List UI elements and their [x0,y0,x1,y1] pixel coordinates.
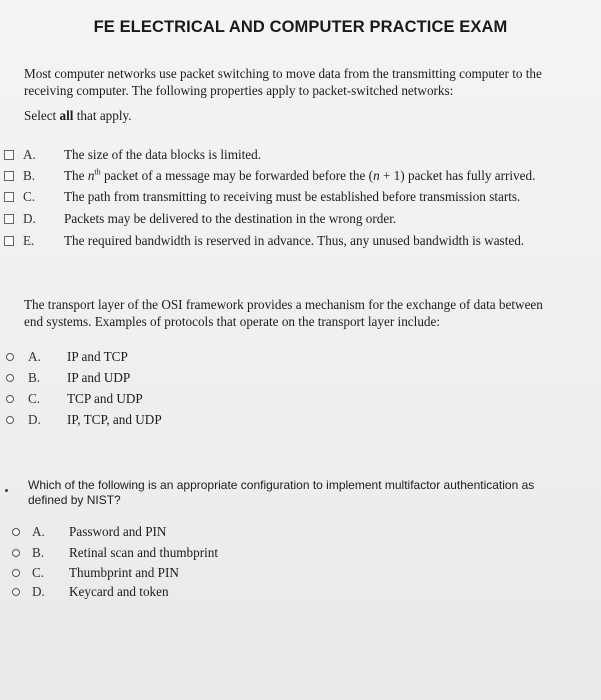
q3-option-c[interactable]: C. Thumbprint and PIN [0,563,601,583]
radio-button[interactable] [6,374,14,382]
q2-option-c[interactable]: C. TCP and UDP [0,389,601,409]
q3-option-a[interactable]: A. Password and PIN [0,522,601,542]
radio-button[interactable] [6,353,14,361]
question-3-text: Which of the following is an appropriate configuration to implement multifactor authentication as defined by NIST? [28,478,535,507]
question-1-text: Most computer networks use packet switching to move data from the transmitting computer to the receiving computer. The following properties apply to packet-switched networks: [24,66,542,98]
checkbox[interactable] [4,236,14,246]
radio-button[interactable] [6,416,14,424]
q1-option-d[interactable]: D. Packets may be delivered to the destination in the wrong order. [0,209,601,229]
option-label: The $n^{th}$ packet of a message may be forwarded before the (n + 1) packet has fully arrived. [64,167,536,183]
q3-option-b[interactable]: B. Retinal scan and thumbprint [0,543,601,563]
q1-option-b[interactable]: B. The $n^{th}$ packet of a message may be forwarded before the (n + 1) packet has fully arrived. [0,166,601,186]
radio-button[interactable] [12,549,20,557]
q3-option-d[interactable]: D. Keycard and token [0,582,601,602]
radio-button[interactable] [6,395,14,403]
checkbox[interactable] [4,171,14,181]
q1-option-c[interactable]: C. The path from transmitting to receiving must be established before transmission starts. [0,187,601,207]
question-1-instruction: Select all that apply. [24,108,132,123]
radio-button[interactable] [12,569,20,577]
q1-option-a[interactable]: A. The size of the data blocks is limited. [0,145,601,165]
checkbox[interactable] [4,214,14,224]
radio-button[interactable] [12,588,20,596]
bullet-dot [5,489,8,492]
checkbox[interactable] [4,192,14,202]
question-2-text: The transport layer of the OSI framework provides a mechanism for the exchange of data between end systems. Examples of protocols that operate on the transport layer include: [24,297,543,329]
checkbox[interactable] [4,150,14,160]
q2-option-b[interactable]: B. IP and UDP [0,368,601,388]
q2-option-a[interactable]: A. IP and TCP [0,347,601,367]
q2-option-d[interactable]: D. IP, TCP, and UDP [0,410,601,430]
page-title: FE ELECTRICAL AND COMPUTER PRACTICE EXAM [93,18,508,36]
radio-button[interactable] [12,528,20,536]
q1-option-e[interactable]: E. The required bandwidth is reserved in advance. Thus, any unused bandwidth is wasted. [0,231,601,251]
